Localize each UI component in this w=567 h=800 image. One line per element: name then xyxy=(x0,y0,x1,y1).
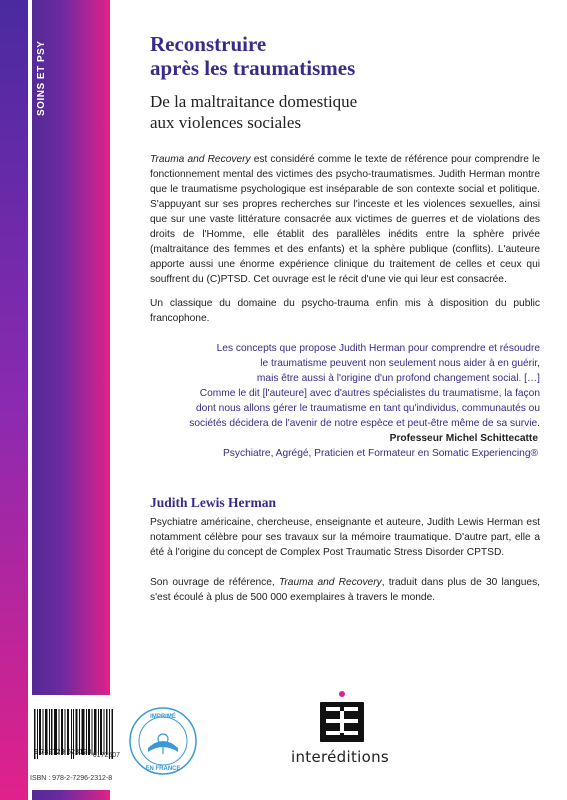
collection-label: SOINS ET PSY xyxy=(36,40,47,116)
book-title xyxy=(150,32,530,80)
summary-text: est considéré comme le texte de référence pour comprendre le fonctionnement mental des victimes des psycho-traumatismes. Judith Herman montre que le traumatisme psychologique est inséparable de son contexte social et politique. S'appuyant sur ses propres recherches sur l'inceste et les violences sexuelles, ainsi que sur une vaste littérature consacrée aux victimes de guerres et de violations des droits de l'Homme, elle établit des parallèles inédits entre la sphère privée (maltraitance des femmes et des enfants) et la sphère publique (conflits). L'auteure apporte aussi une énorme expérience clinique du traitement de celles et ceux qui souffrent du (C)PTSD. Cet ouvrage est le récit d'une vie qui leur est consacrée. xyxy=(150,154,541,285)
subtitle-line-2: aux violences sociales xyxy=(150,113,302,132)
quote-line: Comme le dit [l'auteure] avec d'autres spécialistes du traumatisme, la façon xyxy=(199,388,540,399)
quote-author: Professeur Michel Schittecatte xyxy=(389,433,538,444)
barcode-number: 9 782729 623128 xyxy=(34,749,92,756)
quote-author-role: Psychiatre, Agrégé, Praticien et Formateur en Somatic Experiencing® xyxy=(223,448,538,459)
product-code: 6172507 xyxy=(92,752,120,759)
author-bio: Psychiatre américaine, chercheuse, enseignante et auteure, Judith Lewis Herman est notamment célèbre pour ses travaux sur la mémoire traumatique. D'autre part, elle a été à l'origine du concept de Complex Post Traumatic Stress Disorder CPTSD. xyxy=(150,517,540,558)
classic-paragraph: Un classique du domaine du psycho-trauma enfin mis à disposition du public francophone. xyxy=(150,298,540,324)
book-reference: Trauma and Recovery xyxy=(278,577,382,588)
isbn: ISBN : 978-2-7296-2312-8 xyxy=(30,775,113,782)
spine-divider xyxy=(28,0,32,800)
book-subtitle xyxy=(150,91,530,133)
publisher-name: interéditions xyxy=(291,748,389,766)
seal-top-text: IMPRIMÉ xyxy=(150,714,176,720)
subtitle-line-1: De la maltraitance domestique xyxy=(150,92,358,111)
text-after: , traduit dans plus de 30 langues, s'est écoulé à plus de 500 000 exemplaires à travers le monde. xyxy=(150,577,540,603)
quote-line: sociétés décidera de l'avenir de notre espèce et peut-être même de sa survie. xyxy=(189,418,540,429)
quote-line: le traumatisme peuvent non seulement nous aider à en guérir, xyxy=(260,358,540,369)
endorsement-quote xyxy=(150,341,540,431)
text-before: Son ouvrage de référence, xyxy=(150,577,279,588)
printed-in-france-seal xyxy=(128,706,198,776)
author-reference-paragraph xyxy=(150,575,540,605)
quote-line: mais être aussi à l'origine d'un profond changement social. […] xyxy=(256,373,540,384)
spine-left-strip xyxy=(0,0,28,800)
summary-paragraph xyxy=(150,152,540,287)
book-reference: Trauma and Recovery xyxy=(150,154,251,165)
author-heading: Judith Lewis Herman xyxy=(150,495,277,510)
publisher-logo-icon xyxy=(312,690,372,745)
seal-bottom-text: EN FRANCE xyxy=(145,766,181,772)
spine-color-band xyxy=(0,0,110,800)
title-line-1: Reconstruire xyxy=(150,32,267,56)
quote-line: dont nous allons gérer le traumatisme en tant qu'individus, communautés ou xyxy=(196,403,540,414)
title-line-2: après les traumatismes xyxy=(150,56,356,80)
quote-line: Les concepts que propose Judith Herman pour comprendre et résoudre xyxy=(216,343,540,354)
